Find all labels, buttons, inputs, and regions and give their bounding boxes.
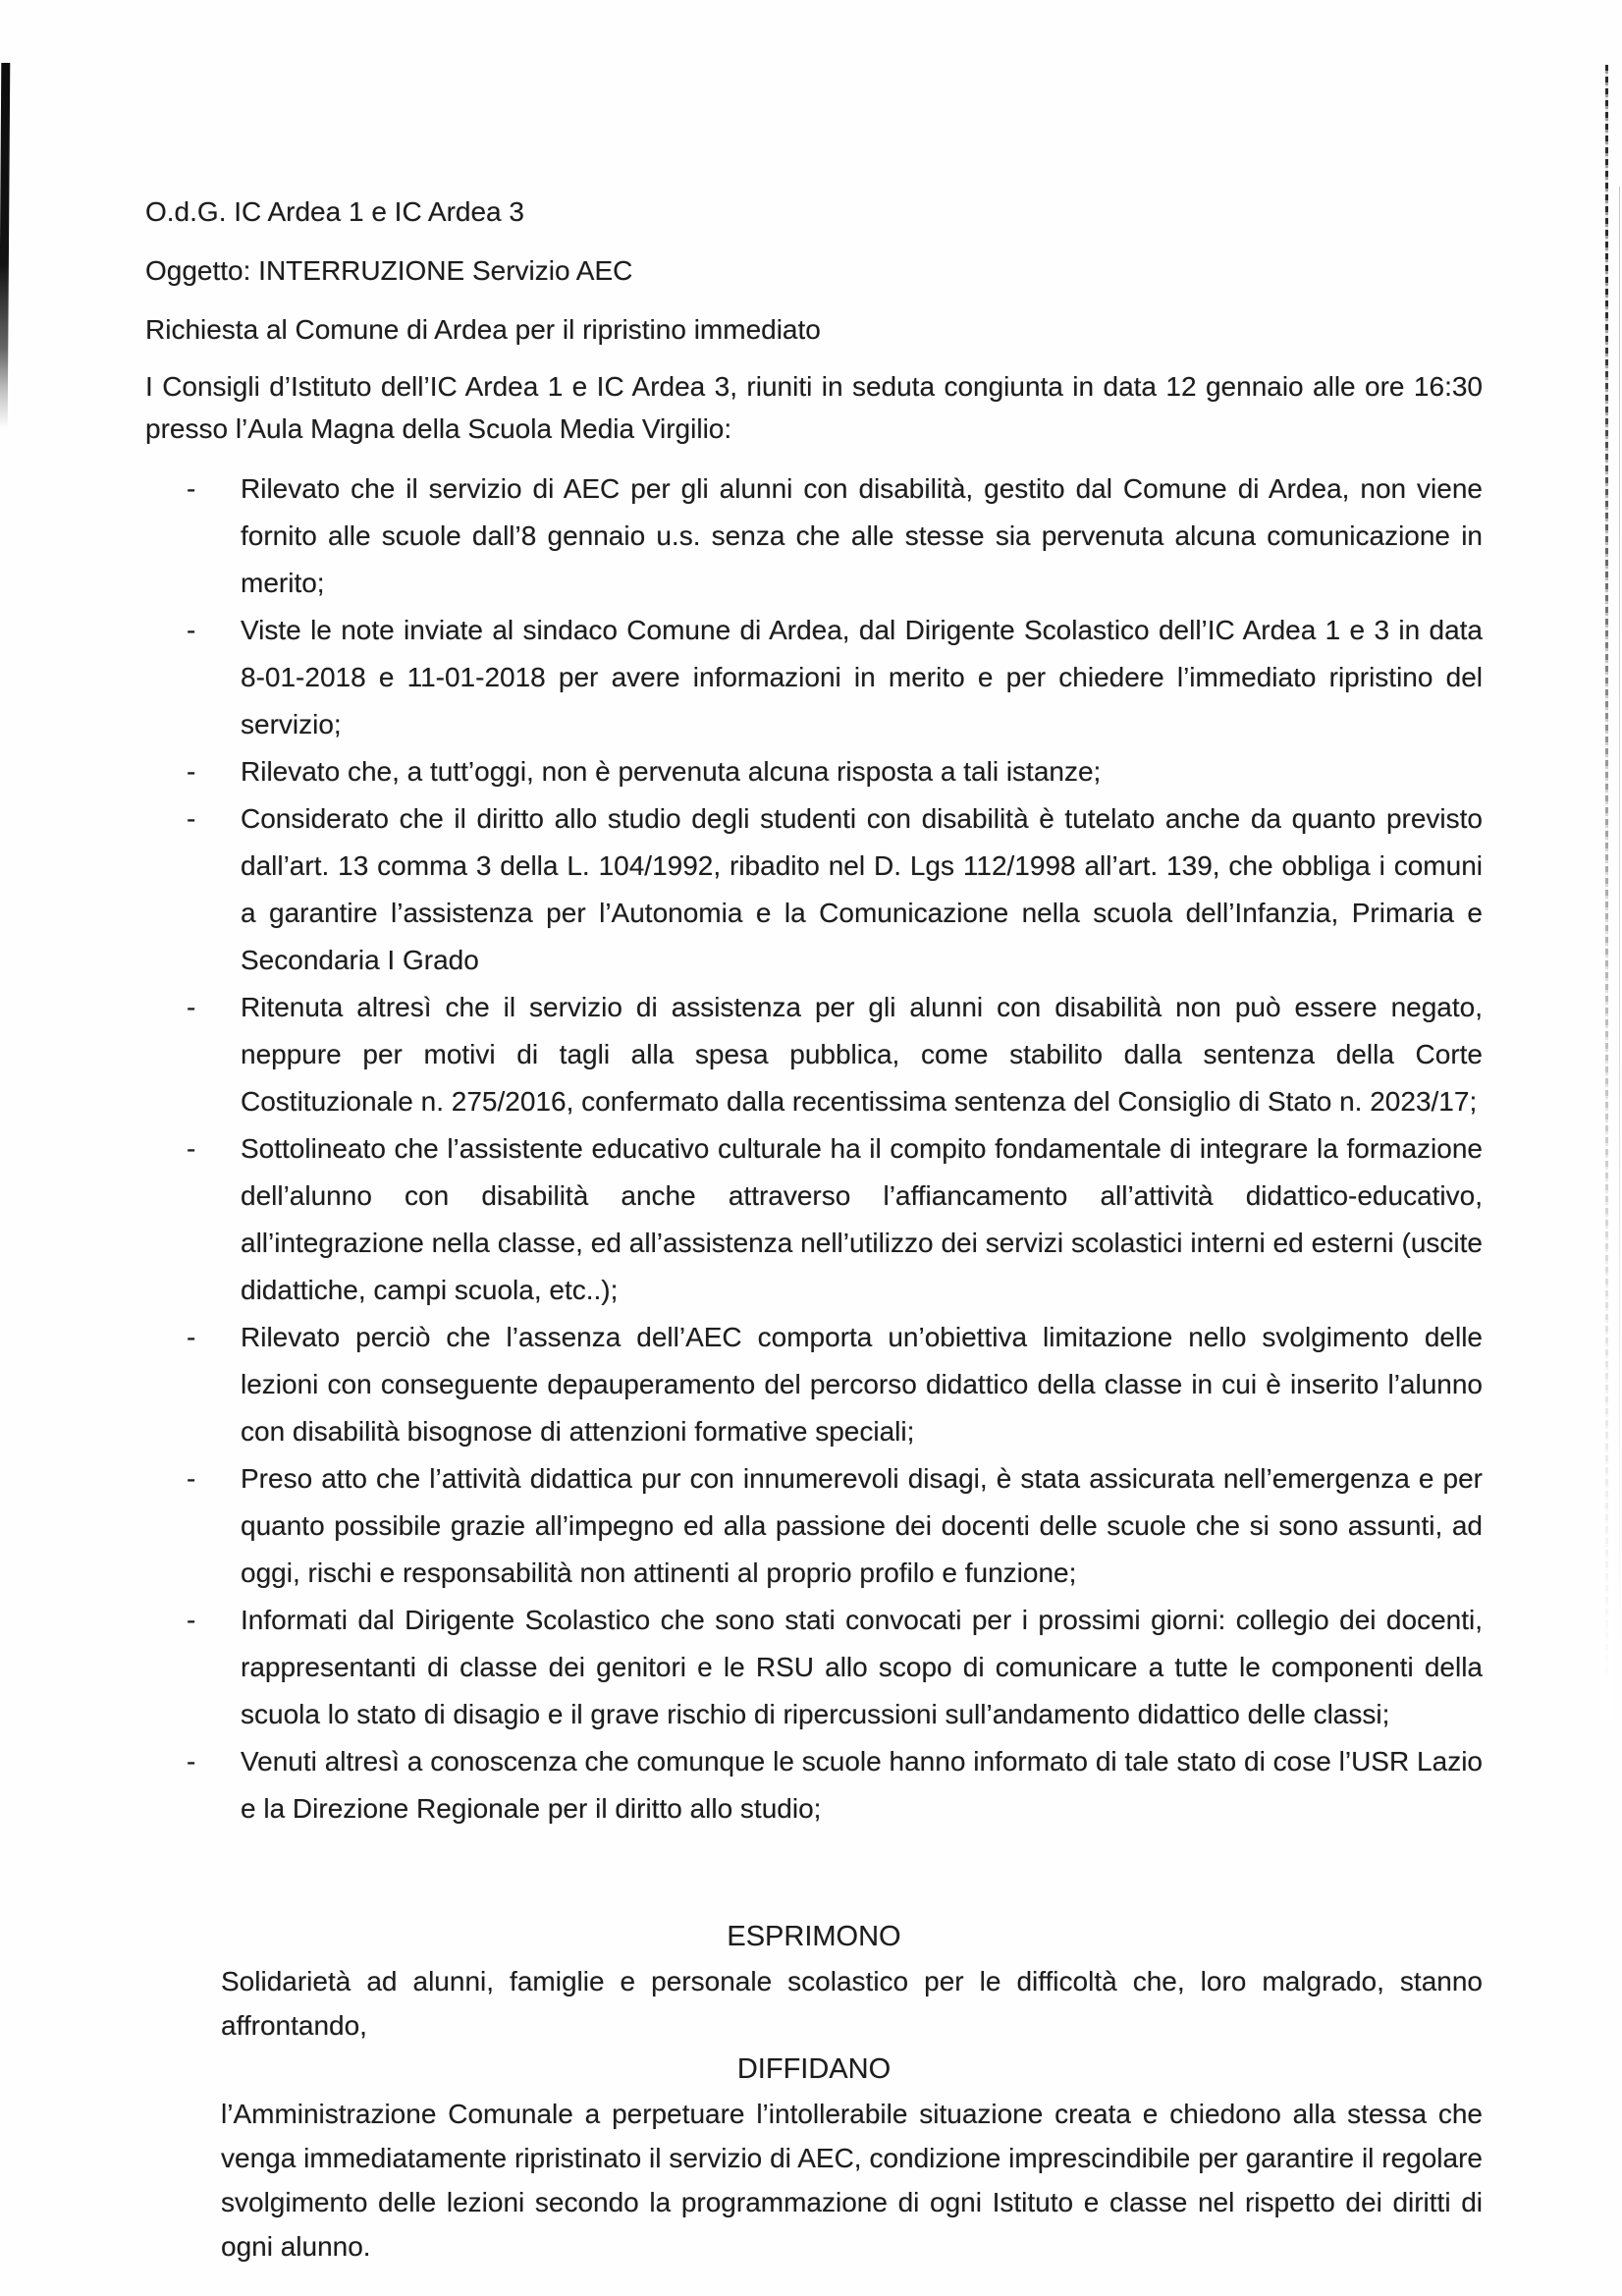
scan-artifact-left-stripe: [0, 63, 10, 428]
bullet-item-considerato-diritto: - Considerato che il diritto allo studio degli studenti con disabilità è tutelato anche da quanto previsto dall’art. 13 comma 3 della L. 104/1992, ribadito nel D. Lgs 112/1998 all’art. 139, che obbliga i comuni a garantire l’assistenza per l’Autonomia e la Comunicazione nella scuola dell’Infanzia, Primaria e Secondaria I Grado: [241, 795, 1483, 984]
bullet-item-informati-dirigente: - Informati dal Dirigente Scolastico che sono stati convocati per i prossimi giorni: collegio dei docenti, rappresentanti di classe dei genitori e le RSU allo scopo di comunicare a tutte le componenti della scuola lo stato di disagio e il grave rischio di ripercussioni sull’andamento didattico delle classi;: [241, 1597, 1483, 1738]
bullet-item-ritenuta-altresi: - Ritenuta altresì che il servizio di assistenza per gli alunni con disabilità non può essere negato, neppure per motivi di tagli alla spesa pubblica, come stabilito dalla sentenza della Corte Costituzionale n. 275/2016, confermato dalla recentissima sentenza del Consiglio di Stato n. 2023/17;: [241, 984, 1483, 1125]
bullet-item-rilevato-percio: - Rilevato perciò che l’assenza dell’AEC comporta un’obiettiva limitazione nello svolgimento delle lezioni con conseguente depauperamento del percorso didattico della classe in cui è inserito l’alunno con disabilità bisognose di attenzioni formative speciali;: [241, 1314, 1483, 1455]
document-subject-line: Oggetto: INTERRUZIONE Servizio AEC: [145, 255, 633, 286]
scan-artifact-right-line-fade: [1600, 295, 1614, 1719]
bullet-item-rilevato-servizio: - Rilevato che il servizio di AEC per gli alunni con disabilità, gestito dal Comune di Ardea, non viene fornito alle scuole dall’8 gennaio u.s. senza che alle stesse sia pervenuta alcuna comunicazione in merito;: [241, 465, 1483, 607]
scan-artifact-right-edge-line: [1619, 187, 1620, 1660]
document-odg-line: O.d.G. IC Ardea 1 e IC Ardea 3: [145, 196, 524, 227]
bullet-item-venuti-altresi: - Venuti altresì a conoscenza che comunque le scuole hanno informato di tale stato di cose l’USR Lazio e la Direzione Regionale per il diritto allo studio;: [241, 1738, 1483, 1832]
bullet-item-viste-note: - Viste le note inviate al sindaco Comune di Ardea, dal Dirigente Scolastico dell’IC Ardea 1 e 3 in data 8-01-2018 e 11-01-2018 per avere informazioni in merito e per chiedere l’immediato ripristino del servizio;: [241, 607, 1483, 748]
bullet-item-sottolineato-assistente: - Sottolineato che l’assistente educativo culturale ha il compito fondamentale di integrare la formazione dell’alunno con disabilità anche attraverso l’affiancamento all’attività didattico-educativo, all’integrazione nella classe, ed all’assistenza nell’utilizzo dei servizi scolastici interni ed esterni (uscite didattiche, campi scuola, etc..);: [241, 1125, 1483, 1314]
bullet-item-preso-atto: - Preso atto che l’attività didattica pur con innumerevoli disagi, è stata assicurata nell’emergenza e per quanto possibile grazie all’impegno ed alla passione dei docenti delle scuole che si sono assunti, ad oggi, rischi e responsabilità non attinenti al proprio profilo e funzione;: [241, 1455, 1483, 1597]
diffidano-paragraph: l’Amministrazione Comunale a perpetuare l’intollerabile situazione creata e chiedono alla stessa che venga immediatamente ripristinato il servizio di AEC, condizione imprescindibile per garantire il regolare svolgimento delle lezioni secondo la programmazione di ogni Istituto e classe nel rispetto dei diritti di ogni alunno.: [221, 2099, 1483, 2262]
document-content: [145, 189, 1483, 2269]
bullet-item-rilevato-risposta: - Rilevato che, a tutt’oggi, non è pervenuta alcuna risposta a tali istanze;: [241, 748, 1483, 795]
bullet-list: [145, 465, 1483, 1832]
section-heading-diffidano: DIFFIDANO: [736, 2053, 892, 2085]
esprimono-paragraph: Solidarietà ad alunni, famiglie e personale scolastico per le difficoltà che, loro malgrado, stanno affrontando,: [221, 1966, 1483, 2041]
document-request-line: Richiesta al Comune di Ardea per il ripristino immediato: [145, 314, 821, 345]
section-heading-esprimono: ESPRIMONO: [727, 1921, 901, 1952]
document-intro-paragraph: I Consigli d’Istituto dell’IC Ardea 1 e IC Ardea 3, riuniti in seduta congiunta in data 12 gennaio alle ore 16:30 presso l’Aula Magna della Scuola Media Virgilio:: [145, 371, 1483, 444]
